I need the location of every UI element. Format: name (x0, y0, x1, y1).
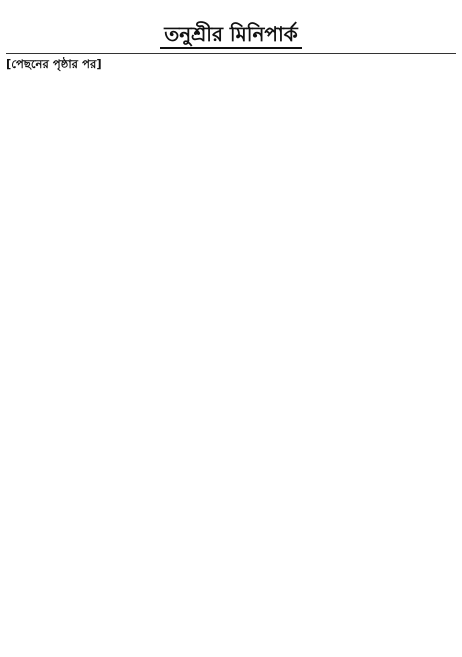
article-title: তনুশ্রীর মিনিপার্ক (160, 21, 302, 49)
previous-article-fragment (6, 4, 456, 19)
article-body (6, 57, 456, 632)
title-divider (6, 53, 456, 54)
continued-marker: [পেছনের পৃষ্ঠার পর] (6, 57, 102, 71)
title-container (6, 21, 456, 49)
